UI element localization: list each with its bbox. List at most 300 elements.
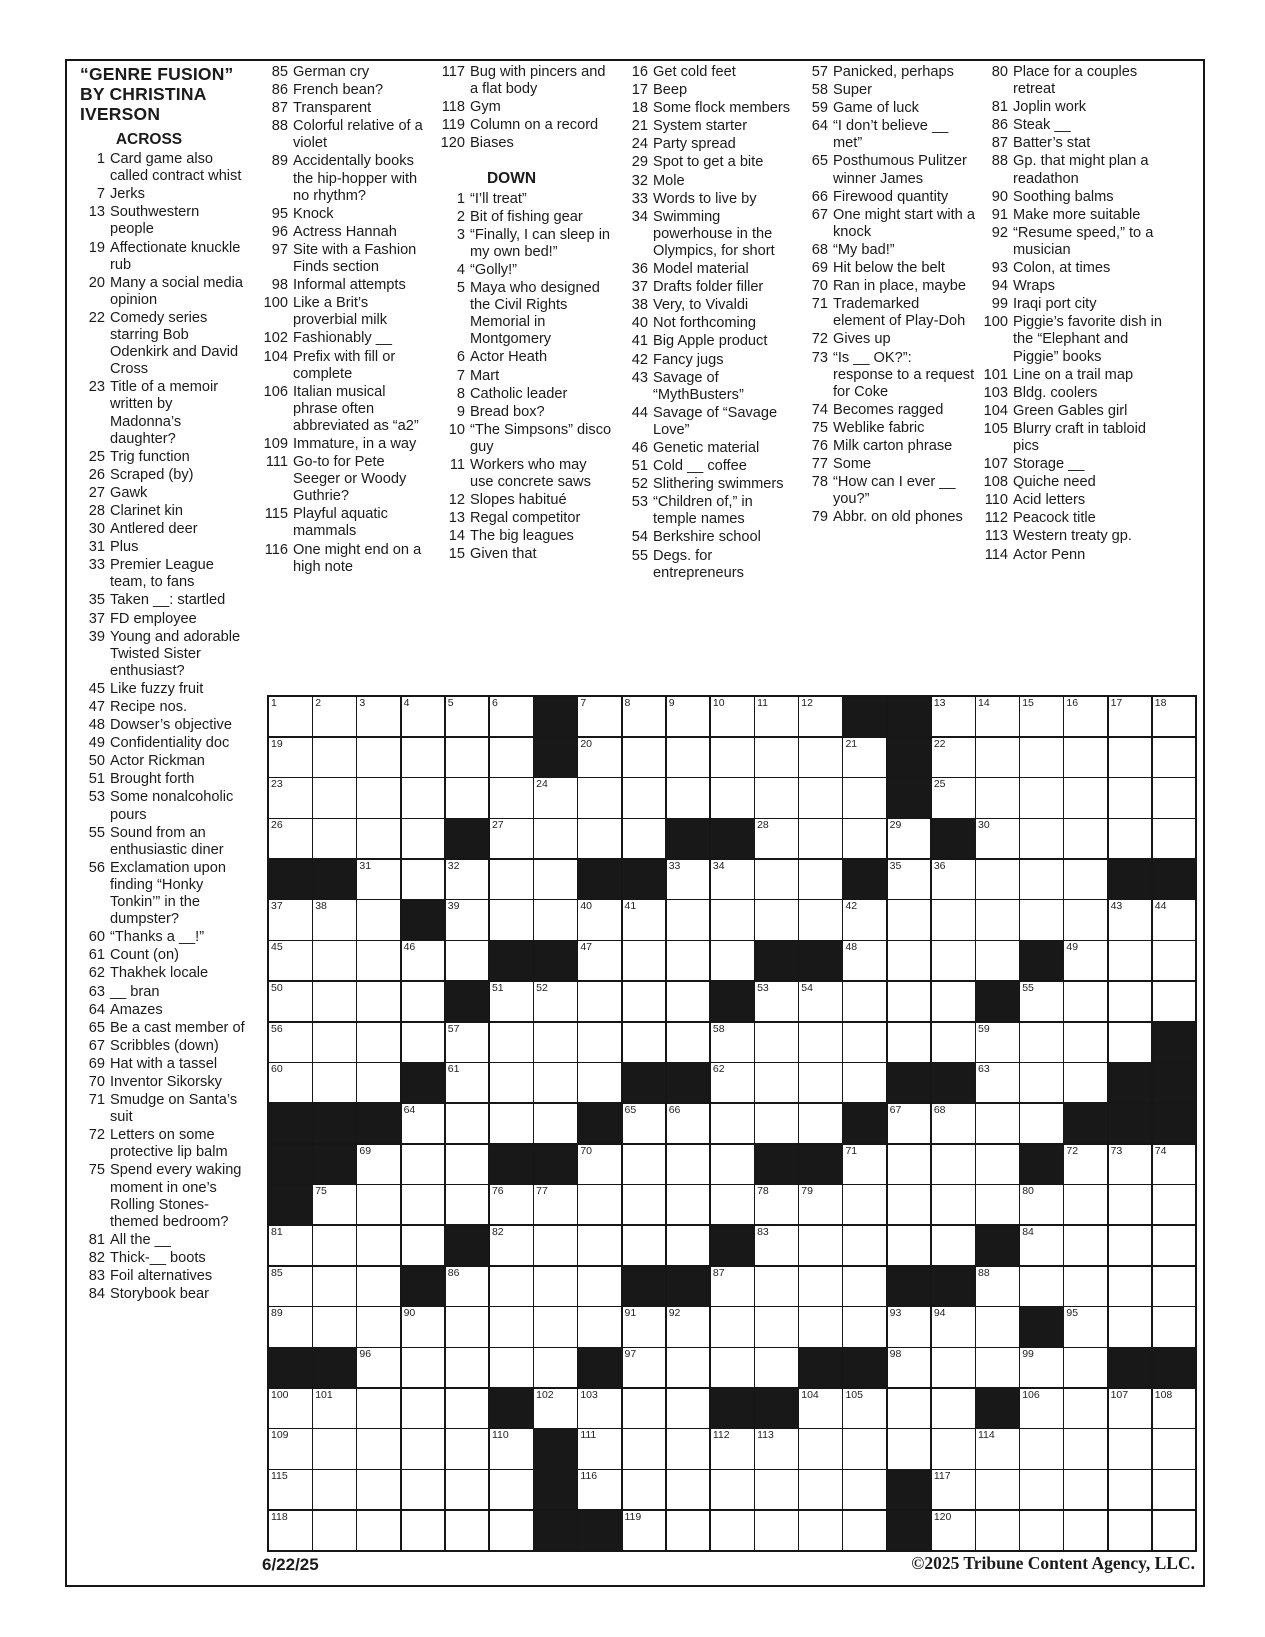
grid-cell <box>667 1104 710 1143</box>
clue-number: 88 <box>991 153 1008 170</box>
cell-number: 108 <box>1154 1388 1173 1401</box>
clue-text: Acid letters <box>1013 492 1086 509</box>
grid-cell <box>888 1023 931 1062</box>
grid-cell <box>755 778 798 817</box>
clue-text: Peacock title <box>1013 510 1096 527</box>
clue-text: Iraqi port city <box>1013 296 1097 313</box>
clue-across-97 <box>262 242 429 276</box>
grid-cell <box>402 1348 445 1387</box>
grid-cell-black <box>578 860 621 899</box>
cell-number: 41 <box>624 900 637 913</box>
clue-down-43 <box>622 370 795 404</box>
cell-number: 95 <box>1066 1307 1079 1320</box>
grid-cell <box>1064 1226 1107 1265</box>
clue-across-39 <box>79 629 247 680</box>
grid-cell <box>490 697 533 736</box>
clue-text: Super <box>833 82 872 99</box>
grid-cell <box>1020 1348 1063 1387</box>
grid-cell <box>1153 941 1196 980</box>
clue-text: Catholic leader <box>470 385 568 402</box>
clue-down-112 <box>982 510 1163 527</box>
grid-cell <box>711 941 754 980</box>
clue-number: 49 <box>88 735 105 752</box>
grid-cell <box>1020 738 1063 777</box>
clue-down-42 <box>622 352 795 369</box>
clue-across-98 <box>262 277 429 294</box>
grid-cell <box>932 900 975 939</box>
cell-number: 110 <box>491 1429 509 1442</box>
clue-across-111 <box>262 454 429 505</box>
clue-number: 24 <box>631 136 648 153</box>
clue-number: 55 <box>88 824 105 841</box>
clue-number: 86 <box>271 82 288 99</box>
clue-text: Amazes <box>110 1001 163 1018</box>
grid-cell-black <box>490 1389 533 1428</box>
clue-text: Storybook bear <box>110 1286 209 1303</box>
grid-cell <box>490 982 533 1021</box>
grid-cell <box>534 819 577 858</box>
clue-text: Bldg. coolers <box>1013 384 1098 401</box>
grid-cell <box>1064 1023 1107 1062</box>
grid-cell <box>313 778 356 817</box>
clue-number: 35 <box>88 592 105 609</box>
grid-cell <box>623 982 666 1021</box>
clue-text: Count (on) <box>110 947 179 964</box>
grid-cell <box>402 778 445 817</box>
grid-cell <box>755 982 798 1021</box>
clue-number: 69 <box>88 1055 105 1072</box>
grid-cell-black <box>313 860 356 899</box>
clue-across-25 <box>79 449 247 466</box>
grid-cell-black <box>313 1145 356 1184</box>
clue-across-88 <box>262 118 429 152</box>
clue-down-76 <box>802 438 975 455</box>
clue-text: Title of a memoir written by Madonna’s daughter? <box>110 379 219 447</box>
grid-cell <box>357 1470 400 1509</box>
clue-down-33 <box>622 191 795 208</box>
cell-number: 37 <box>271 900 283 913</box>
clue-number: 5 <box>456 280 465 297</box>
grid-cell <box>623 1104 666 1143</box>
grid-cell <box>843 1023 886 1062</box>
grid-cell-black <box>1153 1348 1196 1387</box>
clue-text: Not forthcoming <box>653 315 757 332</box>
grid-cell <box>667 860 710 899</box>
clue-across-45 <box>79 681 247 698</box>
grid-cell <box>843 778 886 817</box>
grid-cell <box>667 1470 710 1509</box>
grid-cell <box>534 1267 577 1306</box>
clue-number: 70 <box>88 1073 105 1090</box>
cell-number: 1 <box>271 697 277 709</box>
clue-number: 98 <box>271 277 288 294</box>
grid-cell <box>357 778 400 817</box>
clue-number: 75 <box>811 419 828 436</box>
grid-cell <box>976 1470 1019 1509</box>
grid-cell <box>1020 819 1063 858</box>
clue-text: “How can I ever __ you?” <box>833 474 956 508</box>
clue-down-64 <box>802 118 975 152</box>
puzzle-title: “GENRE FUSION” BY CHRISTINA IVERSON <box>80 64 234 124</box>
clue-across-13 <box>79 204 247 238</box>
grid-cell <box>534 1389 577 1428</box>
cell-number: 58 <box>712 1022 725 1035</box>
cell-number: 15 <box>1022 697 1034 709</box>
clue-text: “Is __ OK?”: response to a request for Coke <box>833 349 975 400</box>
clue-number: 40 <box>631 315 648 332</box>
clue-text: French bean? <box>293 82 384 99</box>
clue-number: 118 <box>441 99 465 116</box>
clue-across-69 <box>79 1056 247 1073</box>
clue-number: 95 <box>271 205 288 222</box>
clue-number: 110 <box>984 492 1008 509</box>
clue-text: Italian musical phrase often abbreviated as “a2” <box>293 383 419 434</box>
grid-cell <box>932 860 975 899</box>
cell-number: 120 <box>933 1510 952 1523</box>
clue-across-7 <box>79 186 247 203</box>
grid-cell <box>799 697 842 736</box>
grid-cell <box>357 1023 400 1062</box>
grid-cell-black <box>1109 1348 1152 1387</box>
cell-number: 86 <box>447 1266 460 1279</box>
clue-text: Firewood quantity <box>833 188 949 205</box>
clue-text: Trademarked element of Play-Doh <box>833 296 966 330</box>
grid-cell <box>623 1185 666 1224</box>
grid-cell <box>578 738 621 777</box>
clue-down-3 <box>439 227 612 261</box>
grid-cell-black <box>402 1267 445 1306</box>
grid-cell <box>490 1511 533 1550</box>
clue-text: Accidentally books the hip-hopper with no rhythm? <box>293 153 418 204</box>
grid-cell <box>711 1470 754 1509</box>
grid-cell <box>313 900 356 939</box>
clue-number: 39 <box>88 628 105 645</box>
cell-number: 77 <box>536 1185 548 1198</box>
clue-down-4 <box>439 262 612 279</box>
grid-cell <box>711 1348 754 1387</box>
clue-text: Fancy jugs <box>653 351 724 368</box>
clue-text: Some flock members <box>653 100 791 117</box>
clue-across-20 <box>79 275 247 309</box>
clue-number: 114 <box>984 546 1008 563</box>
clue-text: Letters on some protective lip balm <box>110 1127 228 1161</box>
clue-down-8 <box>439 386 612 403</box>
clue-number: 73 <box>811 349 828 366</box>
clue-text: Blurry craft in tabloid pics <box>1013 420 1147 454</box>
clue-number: 71 <box>811 296 828 313</box>
clue-text: Informal attempts <box>293 277 406 294</box>
clue-text: Western treaty gp. <box>1013 528 1132 545</box>
cell-number: 72 <box>1066 1144 1079 1157</box>
grid-cell-black <box>932 1063 975 1102</box>
clue-number: 65 <box>811 153 828 170</box>
grid-cell-black <box>269 1348 312 1387</box>
clue-text: Ran in place, maybe <box>833 278 967 295</box>
grid-cell <box>755 1023 798 1062</box>
clue-down-71 <box>802 296 975 330</box>
grid-cell <box>799 1185 842 1224</box>
grid-cell <box>932 1470 975 1509</box>
clue-number: 115 <box>264 506 288 523</box>
grid-cell <box>976 860 1019 899</box>
clue-text: Knock <box>293 205 334 222</box>
clue-number: 57 <box>811 64 828 80</box>
grid-cell <box>932 1389 975 1428</box>
grid-cell <box>269 1429 312 1468</box>
clue-number: 106 <box>263 383 288 400</box>
cell-number: 111 <box>580 1429 597 1442</box>
clue-number: 90 <box>991 188 1008 205</box>
grid-cell <box>976 1511 1019 1550</box>
clue-number: 116 <box>264 541 288 558</box>
grid-cell <box>755 1307 798 1346</box>
grid-cell <box>667 1226 710 1265</box>
clue-text: Slithering swimmers <box>653 476 784 493</box>
clue-number: 28 <box>88 502 105 519</box>
clue-down-44 <box>622 405 795 439</box>
clue-across-71 <box>79 1092 247 1126</box>
grid-cell <box>1020 1389 1063 1428</box>
grid-cell <box>1109 1267 1152 1306</box>
clue-number: 102 <box>263 330 288 347</box>
grid-cell <box>1109 1185 1152 1224</box>
grid-cell <box>1109 1307 1152 1346</box>
grid-cell <box>446 1470 489 1509</box>
cell-number: 62 <box>712 1063 725 1076</box>
grid-cell <box>711 1145 754 1184</box>
clue-across-56 <box>79 860 247 928</box>
clue-number: 70 <box>811 278 828 295</box>
cell-number: 3 <box>359 697 366 709</box>
clue-number: 41 <box>631 333 648 350</box>
clue-number: 27 <box>88 484 105 501</box>
grid-cell <box>534 1226 577 1265</box>
grid-cell <box>888 982 931 1021</box>
grid-cell <box>1153 1145 1196 1184</box>
cell-number: 74 <box>1154 1144 1167 1157</box>
clue-text: Immature, in a way <box>293 435 417 452</box>
clue-text: Get cold feet <box>653 64 736 80</box>
grid-cell <box>1153 1307 1196 1346</box>
clue-text: Colon, at times <box>1013 260 1111 277</box>
clue-text: “Finally, I can sleep in my own bed!” <box>470 226 611 260</box>
clue-number: 81 <box>88 1231 105 1248</box>
clue-number: 84 <box>88 1286 105 1303</box>
grid-cell <box>932 1023 975 1062</box>
clue-text: Jerks <box>110 186 145 203</box>
grid-cell <box>490 860 533 899</box>
clue-text: Fashionably __ <box>293 330 392 347</box>
clue-across-117 <box>439 64 612 98</box>
cell-number: 85 <box>271 1266 283 1279</box>
clue-number: 120 <box>440 135 465 152</box>
grid-cell <box>1109 1470 1152 1509</box>
grid-cell <box>402 1511 445 1550</box>
clue-text: “Resume speed,” to a musician <box>1013 224 1154 258</box>
grid-cell-black <box>402 900 445 939</box>
clue-across-37 <box>79 611 247 628</box>
grid-cell <box>1064 900 1107 939</box>
grid-cell <box>799 1226 842 1265</box>
grid-cell <box>578 1389 621 1428</box>
grid-cell <box>402 1145 445 1184</box>
grid-cell <box>799 1511 842 1550</box>
clue-down-11 <box>439 457 612 491</box>
clue-across-1 <box>79 151 247 185</box>
grid-cell-black <box>1109 1104 1152 1143</box>
clue-across-31 <box>79 539 247 556</box>
clue-number: 45 <box>88 680 105 697</box>
grid-cell <box>1064 1063 1107 1102</box>
clue-number: 66 <box>811 188 828 205</box>
grid-cell <box>1153 1267 1196 1306</box>
clue-text: Slopes habitué <box>470 492 567 509</box>
clue-text: Wraps <box>1013 278 1055 295</box>
grid-cell <box>578 697 621 736</box>
clue-text: Foil alternatives <box>110 1268 213 1284</box>
clue-across-47 <box>79 699 247 716</box>
grid-cell <box>1020 1063 1063 1102</box>
grid-cell-black <box>976 1389 1019 1428</box>
grid-cell <box>490 1267 533 1306</box>
clue-text: Weblike fabric <box>833 419 925 436</box>
clue-number: 34 <box>631 208 648 225</box>
clue-number: 15 <box>448 546 465 563</box>
clue-down-15 <box>439 546 612 563</box>
clue-number: 61 <box>88 947 105 964</box>
grid-cell <box>1064 1470 1107 1509</box>
clue-down-53 <box>622 494 795 528</box>
clue-text: Place for a couples retreat <box>1013 64 1138 98</box>
grid-cell-black <box>843 860 886 899</box>
clue-down-90 <box>982 189 1163 206</box>
grid-cell <box>357 1348 400 1387</box>
grid-cell <box>667 1348 710 1387</box>
grid-cell-black <box>534 1429 577 1468</box>
grid-cell-black <box>446 1226 489 1265</box>
cell-number: 17 <box>1110 697 1123 709</box>
grid-cell <box>402 1226 445 1265</box>
clue-number: 85 <box>271 64 288 80</box>
grid-cell <box>357 982 400 1021</box>
grid-cell <box>755 738 798 777</box>
grid-cell <box>888 860 931 899</box>
grid-cell <box>490 738 533 777</box>
grid-cell <box>357 1185 400 1224</box>
clue-down-113 <box>982 528 1163 545</box>
clue-number: 53 <box>88 789 105 806</box>
grid-cell <box>888 1307 931 1346</box>
grid-cell <box>623 1429 666 1468</box>
cell-number: 68 <box>933 1103 946 1116</box>
grid-cell-black <box>1153 1063 1196 1102</box>
clue-across-95 <box>262 206 429 223</box>
grid-cell <box>357 1429 400 1468</box>
grid-cell <box>446 941 489 980</box>
grid-cell <box>799 1023 842 1062</box>
clue-number: 13 <box>88 204 105 221</box>
clue-text: Swimming powerhouse in the Olympics, for short <box>653 208 775 259</box>
clue-text: Model material <box>653 261 749 278</box>
grid-cell <box>976 941 1019 980</box>
clue-across-27 <box>79 485 247 502</box>
grid-cell <box>534 1348 577 1387</box>
grid-cell <box>623 1389 666 1428</box>
cell-number: 105 <box>845 1388 863 1401</box>
grid-cell <box>932 1104 975 1143</box>
clue-column-down-4 <box>622 64 795 583</box>
grid-cell <box>402 1470 445 1509</box>
grid-cell <box>269 1267 312 1306</box>
cell-number: 12 <box>801 697 813 709</box>
clue-across-49 <box>79 735 247 752</box>
grid-cell <box>976 1307 1019 1346</box>
cell-number: 46 <box>403 941 416 954</box>
grid-cell <box>755 860 798 899</box>
clue-number: 23 <box>88 379 105 396</box>
grid-cell <box>1153 1185 1196 1224</box>
grid-cell <box>667 1429 710 1468</box>
grid-cell <box>1153 778 1196 817</box>
clue-number: 72 <box>811 331 828 348</box>
clue-text: Big Apple product <box>653 333 768 350</box>
grid-cell <box>667 900 710 939</box>
cell-number: 20 <box>580 737 592 750</box>
grid-cell <box>1109 941 1152 980</box>
cell-number: 22 <box>933 737 946 750</box>
grid-cell-black <box>799 1145 842 1184</box>
clue-text: System starter <box>653 118 748 135</box>
cell-number: 4 <box>403 697 410 709</box>
grid-cell <box>755 1267 798 1306</box>
clue-text: Like a Brit’s proverbial milk <box>293 295 388 329</box>
clue-down-57 <box>802 64 975 81</box>
clue-down-87 <box>982 135 1163 152</box>
cell-number: 26 <box>271 819 283 832</box>
grid-cell <box>313 1267 356 1306</box>
grid-cell <box>1109 1511 1152 1550</box>
cell-number: 107 <box>1110 1388 1129 1401</box>
grid-cell <box>932 941 975 980</box>
clue-down-86 <box>982 117 1163 134</box>
grid-cell-black <box>534 1511 577 1550</box>
grid-cell <box>755 1063 798 1102</box>
clue-text: Be a cast member of <box>110 1019 245 1036</box>
grid-cell <box>402 697 445 736</box>
clue-text: One might end on a high note <box>293 541 422 575</box>
grid-cell-black <box>755 1389 798 1428</box>
grid-cell-black <box>888 1063 931 1102</box>
clue-text: Gp. that might plan a readathon <box>1013 153 1149 187</box>
grid-cell <box>711 1429 754 1468</box>
grid-cell <box>843 1429 886 1468</box>
clue-text: Sound from an enthusiastic diner <box>110 824 224 858</box>
grid-cell <box>534 860 577 899</box>
grid-cell <box>623 778 666 817</box>
grid-cell <box>755 1511 798 1550</box>
grid-cell <box>932 1429 975 1468</box>
grid-cell <box>357 860 400 899</box>
grid-cell <box>578 1267 621 1306</box>
grid-cell <box>1153 1470 1196 1509</box>
clue-text: Becomes ragged <box>833 401 944 418</box>
grid-cell <box>269 1511 312 1550</box>
grid-cell <box>755 900 798 939</box>
grid-cell <box>313 1307 356 1346</box>
clue-column-mixed-3 <box>439 64 612 565</box>
grid-cell-black <box>534 738 577 777</box>
grid-cell <box>357 1307 400 1346</box>
